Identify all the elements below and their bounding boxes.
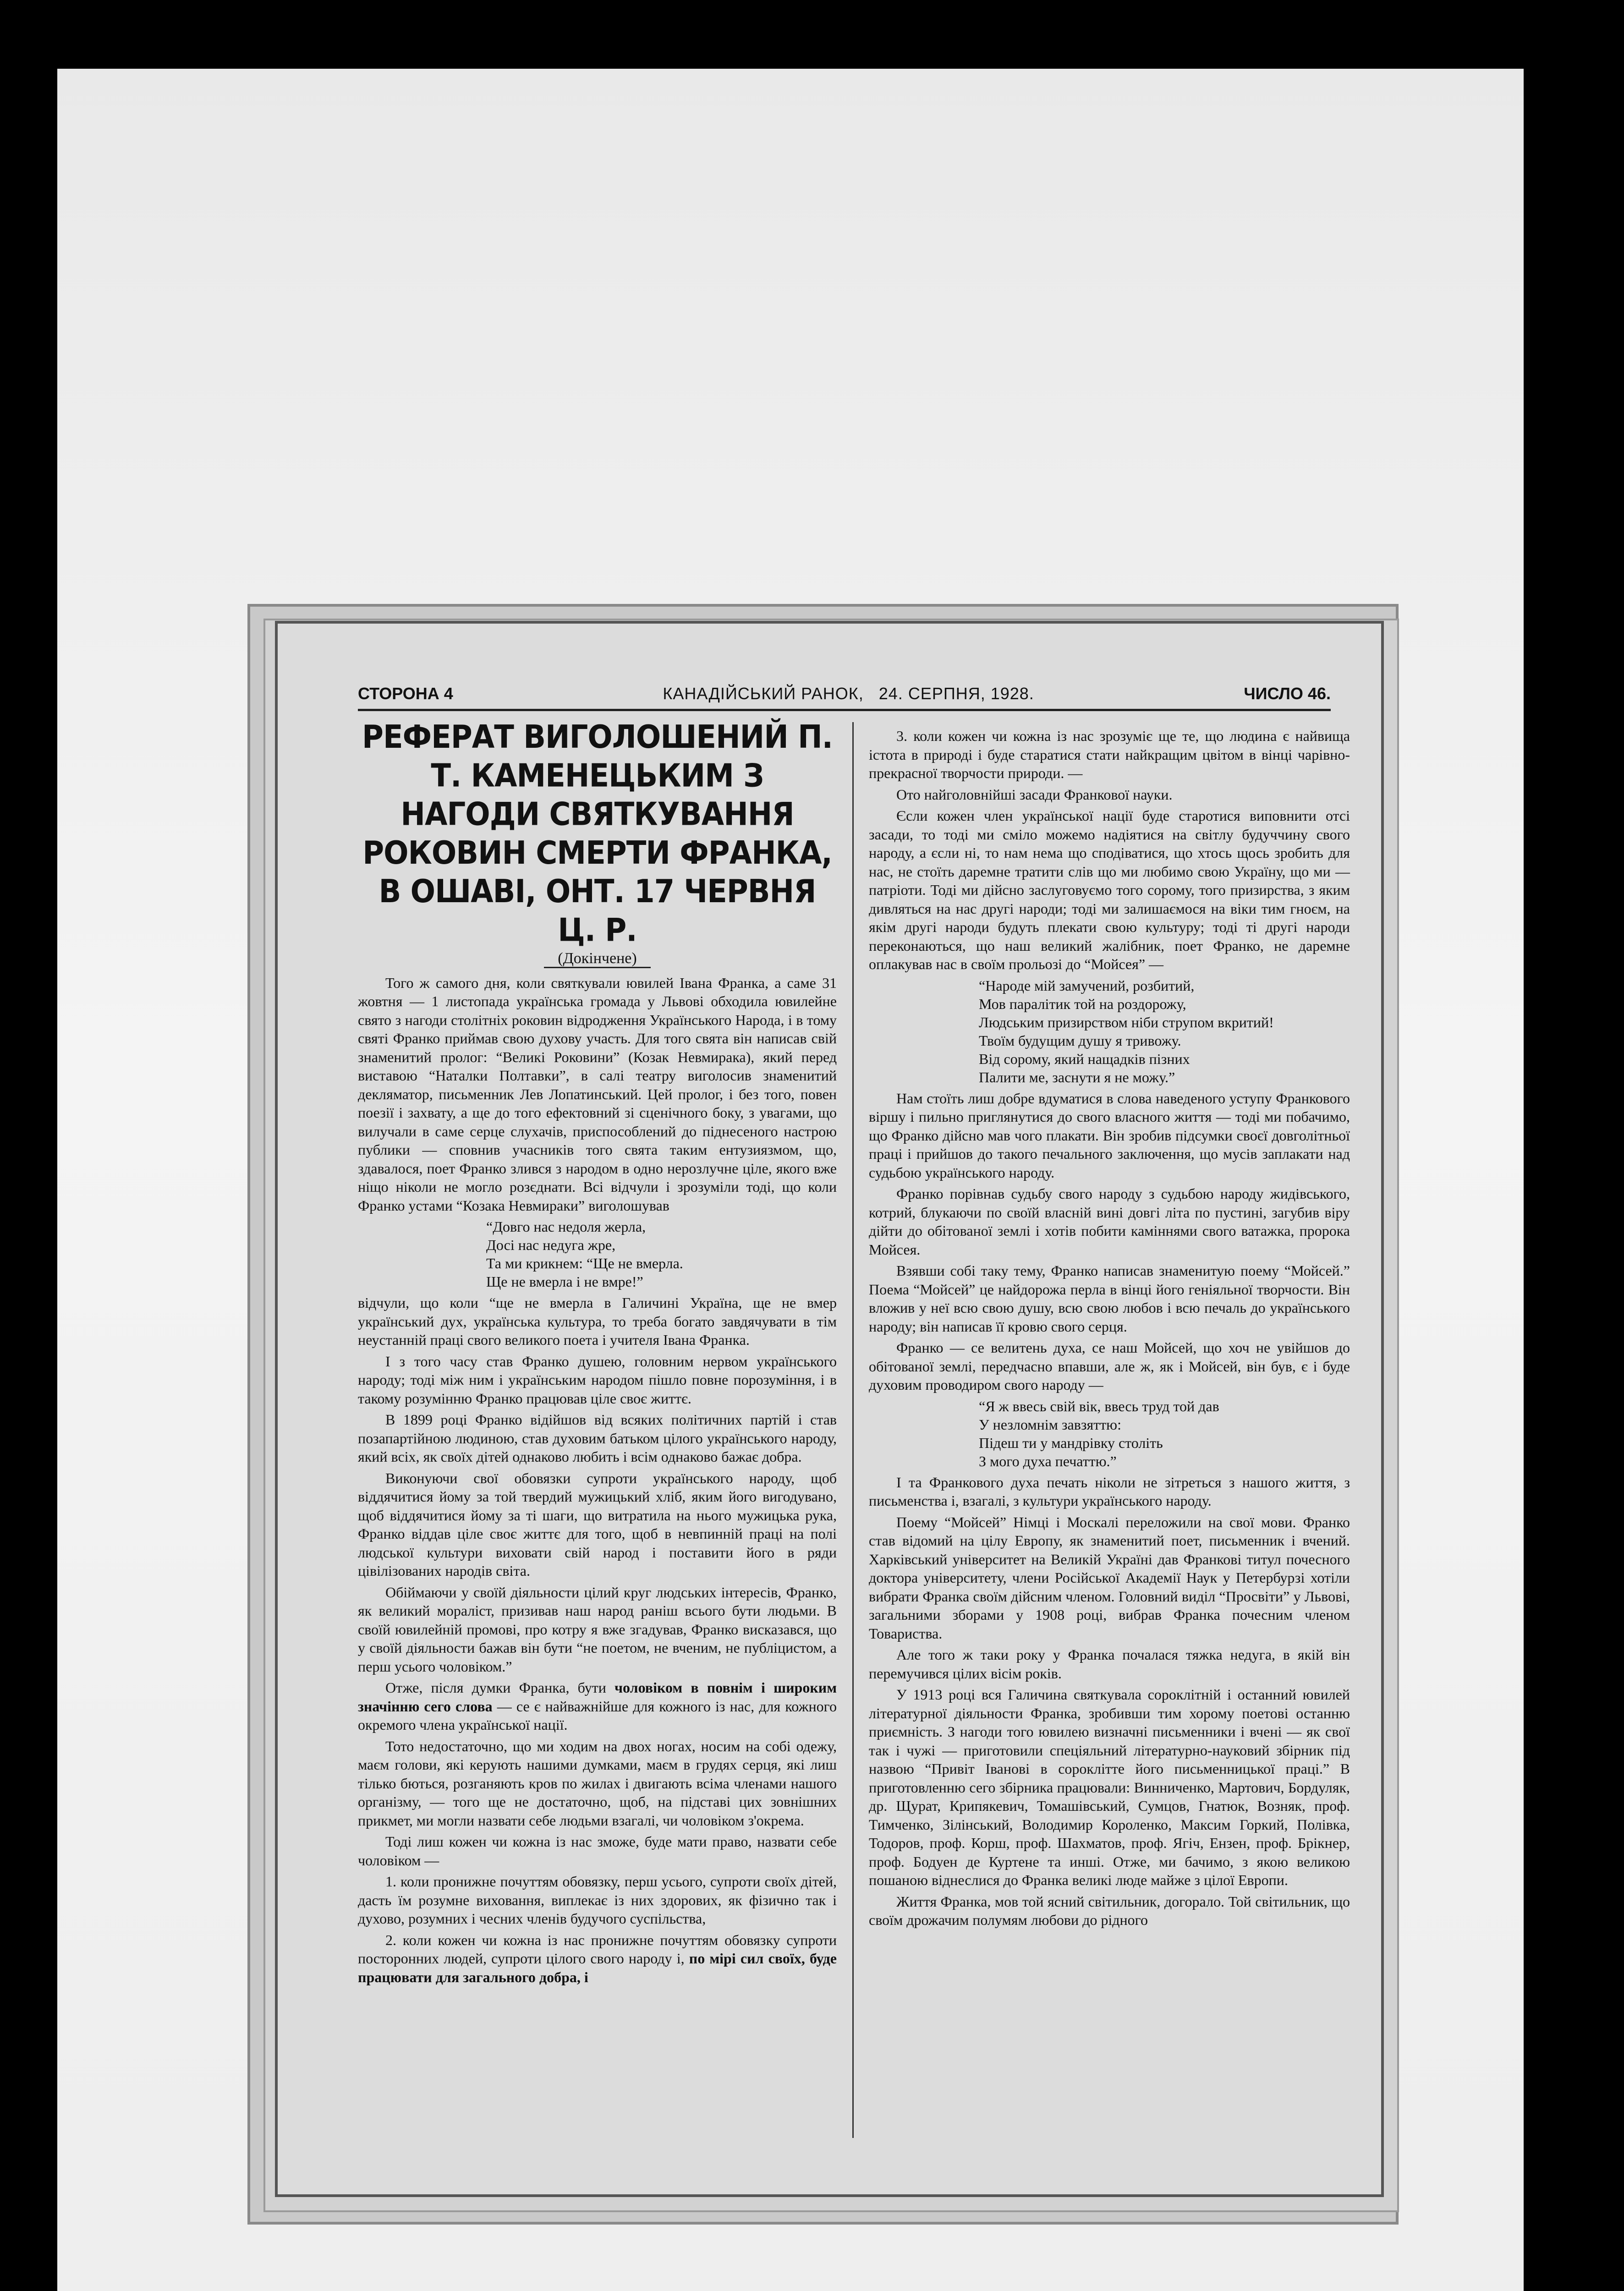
paragraph: Франко — се велитень духа, се наш Мойсей, що хоч не увійшов до обітованої землі, передчасно впавши, але ж, як і Мойсей, він був, є і буде духовим проводиром свого народу —	[869, 1339, 1350, 1393]
poem-line: Та ми крикнем: “Ще не вмерла.	[486, 1255, 683, 1272]
paragraph: Ото найголовнійші засади Франкової науки.	[896, 786, 1173, 803]
poem-line: Від сорому, який нащадків пізних	[979, 1050, 1190, 1067]
poem-line: Досі нас недуга жре,	[486, 1237, 616, 1253]
poem-line: Твоїм будущим душу я тривожу.	[979, 1032, 1181, 1049]
left-column	[358, 719, 837, 1989]
paragraph: Отже, після думки Франка, бути чоловіком в повнім і широким значінню сего слова — се є найважнійше для кожного із нас, для кожного окремого члена української нації.	[358, 1679, 837, 1733]
paragraph: У 1913 році вся Галичина святкувала сороклітній і останний ювилей літературної діяльности Франка, зробивши тим хорому поетові останню приємність. З нагоди того ювилею визначні письменники і вчені — як свої так і чужі — приготовили спеціяльний літературно-науковий збірник під назвою “Привіт Іванові в сороклітте його письменницької праці.” В приготовленню сего збірника працювали: Винниченко, Мартович, Бордуляк, др. Щурат, Крипякевич, Томашівський, Сумцов, Гнатюк, Возняк, проф. Тимченко, Зілінський, Володимир Короленко, Максим Горкий, Полівка, Тодоров, проф. Корш, проф. Шахматов, проф. Ягіч, Ензен, проф. Брікнер, проф. Бодуен де Куртене та инші. Отже, ми бачимо, з якою великою пошаною віднеслися до Франка великі люде майже з цілої Европи.	[869, 1686, 1350, 1888]
article-title: РЕФЕРАТ ВИГОЛОШЕНИЙ П. Т. КАМЕНЕЦЬКИМ З НАГОДИ СВЯТКУВАННЯ РОКОВИН СМЕРТИ ФРАНКА, В ОШАВІ, ОНТ. 17 ЧЕРВНЯ Ц. Р.	[362, 719, 833, 949]
poem-line: “Довго нас недоля жерла,	[486, 1218, 646, 1235]
list-item: 1. коли пронижне почуттям обовязку, перш усього, супроти своїх дітей, дасть їм розумне виховання, виплекає із них здорових, як фізично так і духово, розумних і чесних членів будучого суспільства,	[358, 1873, 837, 1927]
poem-line: З мого духа печаттю.”	[979, 1452, 1117, 1469]
paper-name: КАНАДІЙСЬКИЙ РАНОК,	[663, 684, 864, 703]
paragraph: Поему “Мойсей” Німці і Москалі переложили на свої мови. Франко став відомий на цілу Европу, як знаменитий поет, письменник і вчений. Харківський університет на Великій Україні дав Франкові титул почесного доктора університету, члени Російської Академії Наук у Петербурзі хотіли вибрати Франка своїм дійсним членом. Головний виділ “Просвіти” у Львові, загальними зборами у 1908 році, вибрав Франка почесним членом Товариства.	[869, 1513, 1350, 1642]
poem-line: Мов паралітик той на роздорожу,	[979, 995, 1186, 1012]
poem-line: У незломнім завзяттю:	[979, 1416, 1121, 1433]
right-column	[869, 727, 1350, 1932]
paragraph: Тоді лиш кожен чи кожна із нас зможе, буде мати право, назвати себе чоловіком —	[358, 1833, 837, 1869]
page-header	[358, 682, 1331, 711]
newspaper-page	[275, 621, 1384, 2197]
page-number: СТОРОНА 4	[358, 684, 453, 703]
article-subtitle: (Докінчене)	[358, 949, 837, 968]
paragraph: Взявши собі таку тему, Франко написав знаменитую поему “Мойсей.” Поема “Мойсей” це найдорожа перла в вінці його геніяльної творчости. Він вложив у неї всю свою душу, всю свою любов і всю печаль до українського народу; він написав її кровю свого серця.	[869, 1262, 1350, 1335]
poem-line: “Я ж ввесь свій вік, ввесь труд той дав	[979, 1398, 1219, 1414]
paragraph: Нам стоїть лиш добре вдуматися в слова наведеного уступу Франкового віршу і пильно приглянутися до свого власного життя — тоді ми побачимо, що Франко дійсно мав чого плакати. Він зробив підсумки своєї довголітньої праці і прийшов до такого печального заключення, що мусів заплакати над судьбою українського народу.	[869, 1090, 1350, 1181]
poem-line: Палити ме, заснути я не можу.”	[979, 1069, 1175, 1085]
paragraph: В 1899 році Франко відійшов від всяких політичних партій і став позапартійною людиною, став духовим батьком цілого українського народу, який всіх, як своїх дітей однаково любить і всім однаково бажає добра.	[358, 1411, 837, 1465]
paragraph: Тото недостаточно, що ми ходим на двох ногах, носим на собі одежу, маєм голови, які керують нашими думками, маєм в грудях серця, які лиш тілько бються, розганяють кров по жилах і двигають всіма членами нашого організму, — того ще не достаточно, щоб, на підставі цих зовнішних прикмет, ми могли назвати себе людьми взагалі, чи чоловіком з'окрема.	[358, 1737, 837, 1829]
poem-line: Ще не вмерла і не вмре!”	[486, 1273, 643, 1290]
paragraph: Франко порівнав судьбу свого народу з судьбою народу жидівського, котрий, блукаючи по своїй власній вині довгі літа по пустині, загубив віру дійти до обітованої землі і хотів побити каміннями свого ватажка, пророка Мойсея.	[869, 1185, 1350, 1258]
paragraph: І з того часу став Франко душею, головним нервом українського народу; тоді між ним і українським народом пішло повне порозуміння, і в такому розумінню Франко працював ціле своє життє.	[358, 1353, 837, 1407]
column-divider	[852, 722, 854, 2138]
issue-date: 24. СЕРПНЯ, 1928.	[878, 684, 1034, 703]
poem-line: Підеш ти у мандрівку століть	[979, 1434, 1163, 1451]
masthead	[663, 684, 1034, 703]
paragraph: Обіймаючи у своїй діяльности цілий круг людських інтересів, Франко, як великий мораліст, призивав наш народ раніш всього бути людьми. В своїй ювилейній промові, про котру я вже згадував, Франко висказався, що у своїй діяльности бажав він бути “не поетом, не вченим, не публіцистом, а перш усього чоловіком.”	[358, 1584, 837, 1675]
paragraph: Виконуючи свої обовязки супроти українського народу, щоб віддячитися йому за той твердий мужицький хліб, яким його вигодувано, щоб віддячитися йому за ті шаги, що витратила на нього мужицька рука, Франко віддав ціле своє життє для того, щоб в невпинній праці на полі людської культури виховати свій народ і поставити його в ряди цівілізованих народів світа.	[358, 1469, 837, 1579]
paragraph: Але того ж таки року у Франка почалася тяжка недуга, в якій він перемучився цілих вісім років.	[869, 1646, 1350, 1682]
list-item: 2. коли кожен чи кожна із нас пронижне почуттям обовязку супроти посторонних людей, супроти цілого свого народу і, по мірі сил своїх, буде працювати для загального добра, і	[358, 1931, 837, 1985]
poem-line: Людським призирством ніби струпом вкритий!	[979, 1014, 1274, 1030]
list-item: 3. коли кожен чи кожна із нас зрозуміє ще те, що людина є найвища істота в природі і буде старатися стати найкращим цвітом в вінці чарівно-прекрасної творчости природи. —	[869, 728, 1350, 781]
paragraph: Життя Франка, мов той ясний світильник, догорало. Той світильник, що своїм дрожачим полумям любови до рідного	[869, 1893, 1350, 1928]
poem-quote	[358, 1217, 837, 1291]
paragraph: І та Франкового духа печать ніколи не зітреться з нашого життя, з письменства і, взагалі, з культури українського народу.	[869, 1474, 1350, 1509]
poem-quote	[869, 976, 1350, 1086]
paragraph: Єсли кожен член української нації буде старотися виповнити отсі засади, то тоді ми сміло можемо надіятися на світлу будуччину свого народу, а єсли ні, то нам нема що сподіватися, що хтось щось зробить для нас, не стоїть даремне тратити слів що ми любимо свою Україну, що ми — патріоти. Тоді ми дійсно заслуговуємо того сорому, того призирства, з яким дивляться на нас другі народи; тоді ми залишаємося на віки тим гноєм, на якім другі народи будуть плекати свою культуру; тоді ті другі народи переконаються, що наш великий жалібник, поет Франко, не даремне оплакував нас в своїм прольозі до “Мойсея” —	[869, 807, 1350, 972]
emphasis: по мірі сил своїх, буде працювати для загального добра, і	[358, 1950, 837, 1985]
emphasis: чоловіком в повнім і широким значінню сего слова	[358, 1679, 837, 1715]
poem-quote	[869, 1397, 1350, 1470]
paragraph: відчули, що коли “ще не вмерла в Галичині Україна, ще не вмер український дух, українська культура, то треба богато завдячувати в тім неустанній праці свого великого поета і учителя Івана Франка.	[358, 1294, 837, 1348]
issue-number: ЧИСЛО 46.	[1244, 684, 1331, 703]
paragraph: Того ж самого дня, коли святкували ювилей Івана Франка, а саме 31 жовтня — 1 листопада українська громада у Львові обходила ювилейне свято з нагоди столітніх роковин відродження Українського Народа, і в тому святі Франко приймав свою духову участь. Для того свята він написав свій знаменитий пролог: “Великі Роковини” (Козак Невмирака), який перед виставою “Наталки Полтавки”, в салі театру виголосив знаменитий декляматор, письменник Лев Лопатинський. Цей пролог, і без того, повен поезії і захвату, а ще до того ефектовний зі сценічного боку, з увагами, що вилучали в саме серце слухачів, приспособлений до піднесеного настрою публики — сповнив учасників того свята таким ентузиязмом, що, здавалося, поет Франко злився з народом в одно нерозлучне ціле, якого вже ніщо ніколи не могло розєднати. Всі відчули і зрозуміли тоді, що коли Франко устами “Козака Невмираки” виголошував	[358, 974, 837, 1214]
poem-line: “Народе мій замучений, розбитий,	[979, 977, 1195, 994]
